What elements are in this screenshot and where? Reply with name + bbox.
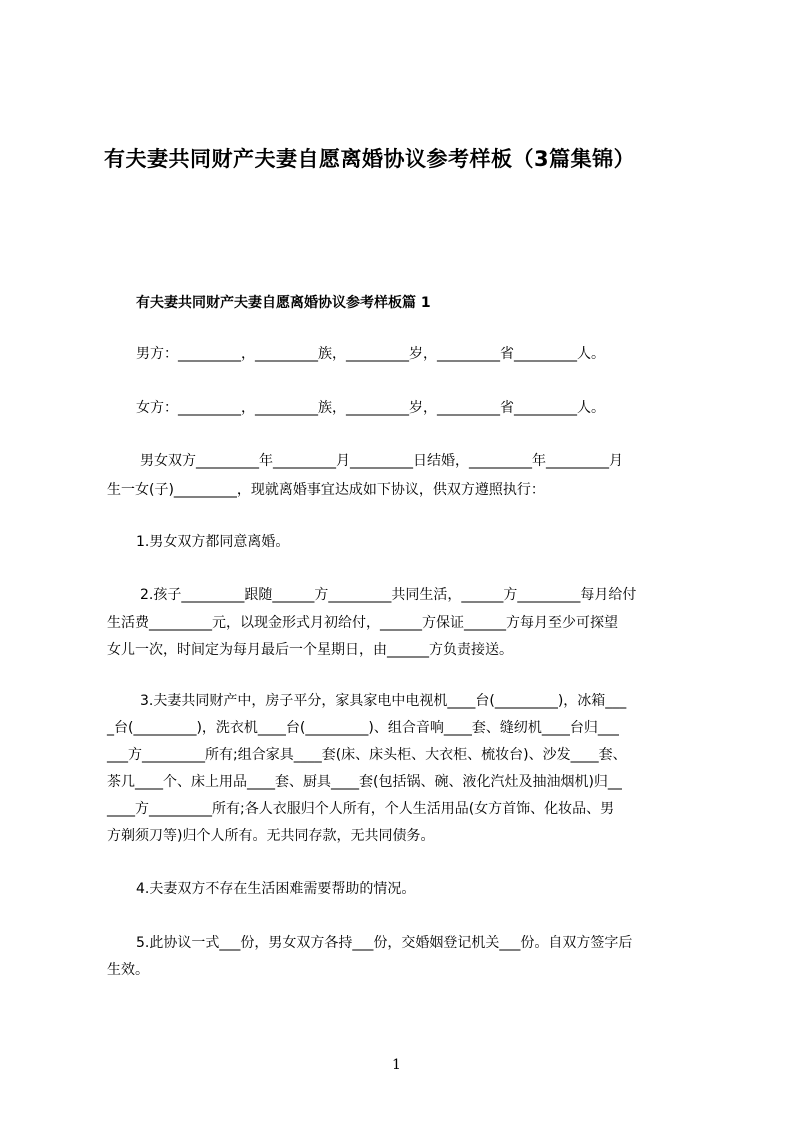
- page-number: 1: [392, 1057, 401, 1073]
- clause-3-line: 茶几____个、床上用品____套、厨具____套(包括锅、碗、液化汽灶及抽油烟机)归__: [107, 774, 622, 790]
- marriage-line-1: 男女双方_________年_________月_________日结婚，_________年_________月: [140, 453, 623, 469]
- section-title: 有夫妻共同财产夫妻自愿离婚协议参考样板篇 1: [136, 295, 431, 311]
- husband-info-line: 男方：_________，_________族，_________岁，_________省_________人。: [136, 346, 605, 362]
- clause-3-line: ___方_________所有;组合家具____套(床、床头柜、大衣柜、梳妆台)、沙发____套、: [107, 747, 627, 763]
- document-title: 有夫妻共同财产夫妻自愿离婚协议参考样板（3篇集锦）: [104, 147, 636, 171]
- wife-info-line: 女方：_________，_________族，_________岁，_________省_________人。: [136, 400, 605, 416]
- clause-2-line: 女儿一次，时间定为每月最后一个星期日，由______方负责接送。: [107, 642, 513, 658]
- clause-5-line: 5.此协议一式___份，男女双方各持___份，交婚姻登记机关___份。自双方签字后: [136, 935, 633, 951]
- clause-3-line: 方剃须刀等)归个人所有。无共同存款，无共同债务。: [107, 828, 435, 844]
- clause-2-line: 生活费_________元，以现金形式月初给付，______方保证______方每月至少可探望: [107, 615, 618, 631]
- clause-3-line: ____方_________所有;各人衣服归个人所有，个人生活用品(女方首饰、化妆品、男: [107, 801, 615, 817]
- clause-3-line: 3.夫妻共同财产中，房子平分，家具家电中电视机____台(_________)，冰箱___: [140, 693, 627, 709]
- clause-5-line: 生效。: [107, 962, 149, 978]
- clause-3-line: _台(_________)，洗衣机____台(_________)、组合音响____套、缝纫机____台归___: [107, 720, 619, 736]
- clause-4: 4.夫妻双方不存在生活困难需要帮助的情况。: [136, 881, 416, 897]
- marriage-line-2: 生一女(子)_________，现就离婚事宜达成如下协议，供双方遵照执行：: [107, 482, 545, 498]
- clause-1: 1.男女双方都同意离婚。: [136, 534, 290, 550]
- clause-2-line: 2.孩子_________跟随______方_________共同生活，______方_________每月给付: [140, 587, 637, 603]
